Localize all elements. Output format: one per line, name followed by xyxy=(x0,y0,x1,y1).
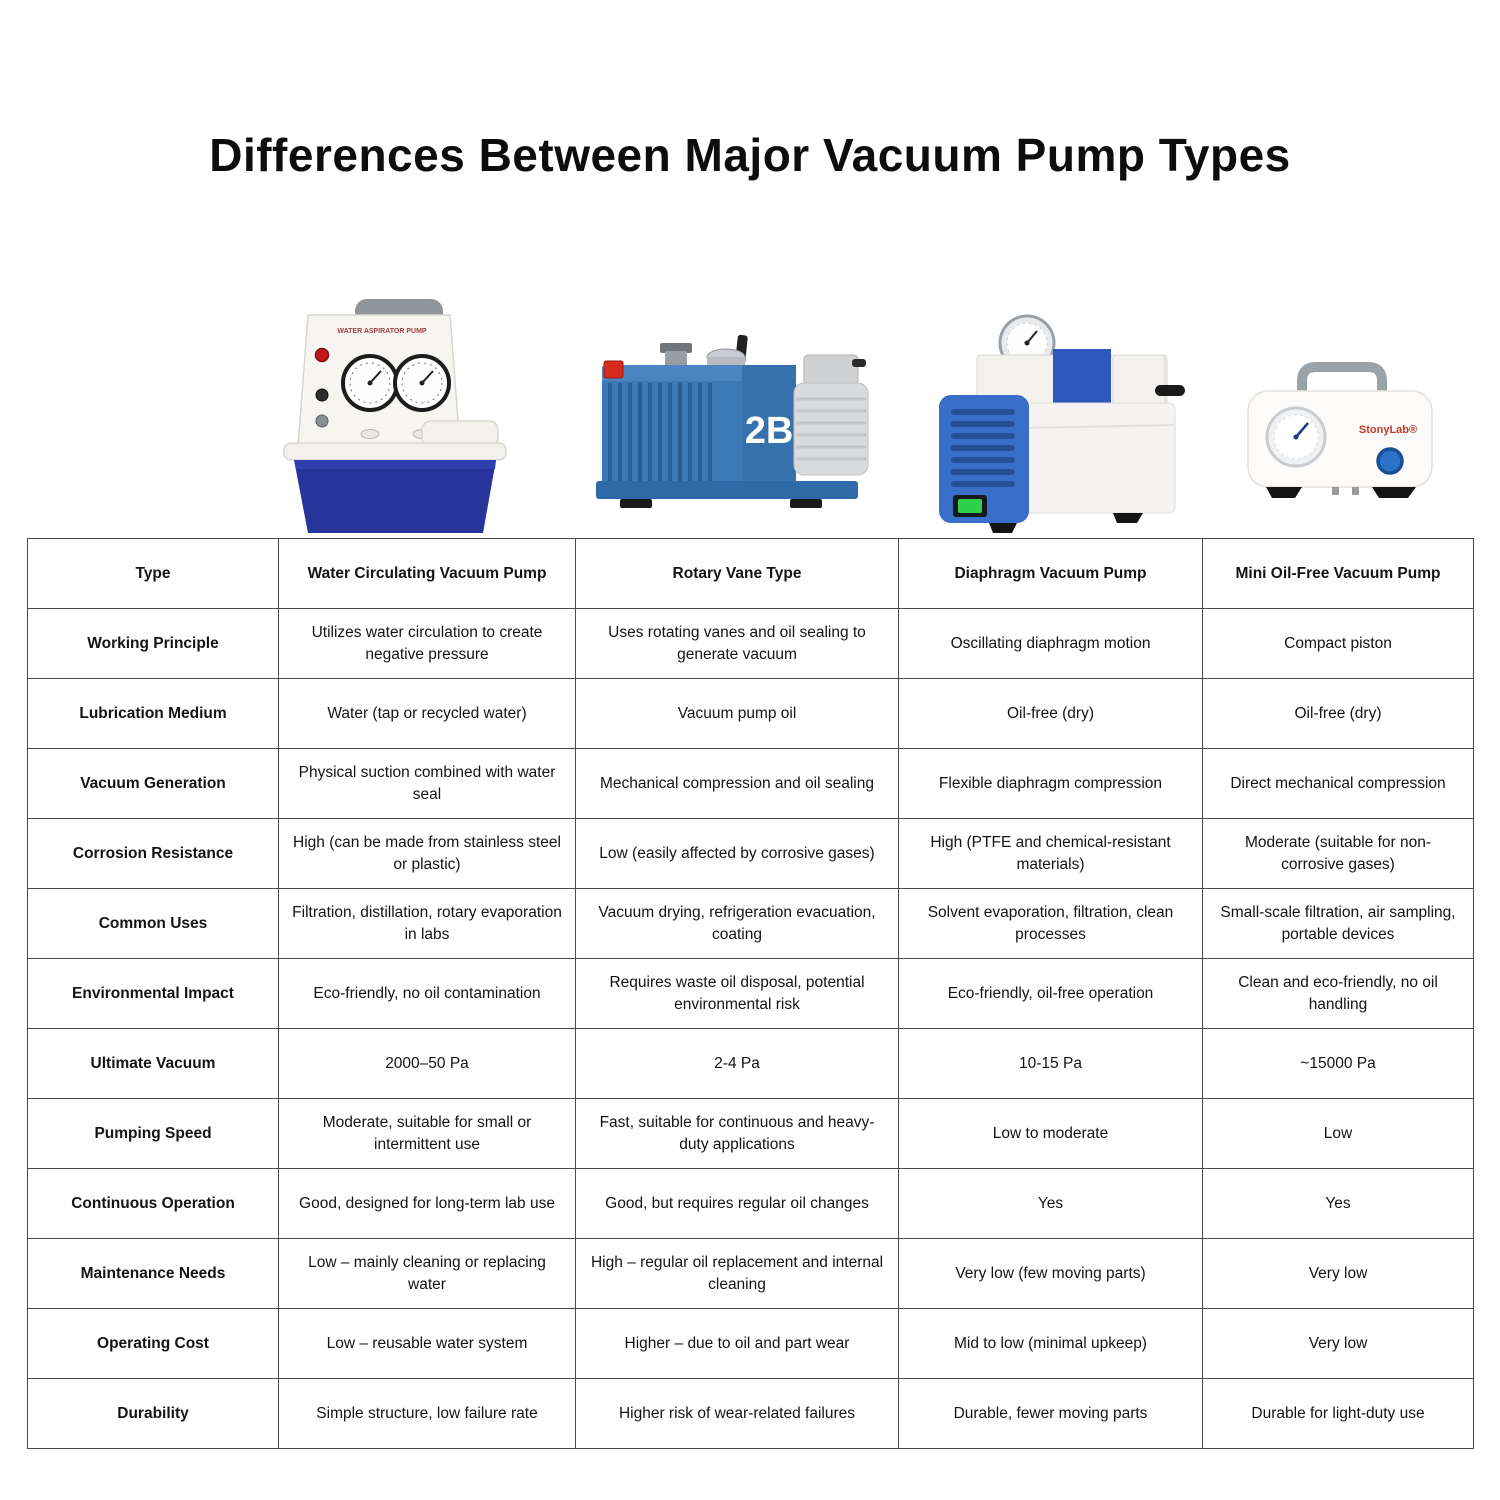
table-cell: Very low xyxy=(1203,1239,1474,1309)
table-cell: Water (tap or recycled water) xyxy=(279,679,576,749)
table-row xyxy=(28,819,1474,889)
left-gauge xyxy=(343,356,397,410)
row-label: Durability xyxy=(28,1379,279,1449)
foot xyxy=(1113,513,1143,523)
base-plate xyxy=(596,481,858,499)
table-row xyxy=(28,1309,1474,1379)
table-cell: Physical suction combined with water seal xyxy=(279,749,576,819)
tank-rim xyxy=(284,443,506,460)
table-cell: Very low (few moving parts) xyxy=(899,1239,1203,1309)
table-cell: ~15000 Pa xyxy=(1203,1029,1474,1099)
foot xyxy=(620,499,652,508)
panel-switch xyxy=(361,430,379,439)
table-cell: Low to moderate xyxy=(899,1099,1203,1169)
table-cell: High (PTFE and chemical-resistant materials) xyxy=(899,819,1203,889)
table-cell: Durable for light-duty use xyxy=(1203,1379,1474,1449)
drain-nub xyxy=(1352,487,1359,495)
product-image-row xyxy=(250,290,1450,535)
table-cell: 10-15 Pa xyxy=(899,1029,1203,1099)
table-cell: Small-scale filtration, air sampling, portable devices xyxy=(1203,889,1474,959)
row-label: Lubrication Medium xyxy=(28,679,279,749)
table-cell: Higher – due to oil and part wear xyxy=(576,1309,899,1379)
column-header: Rotary Vane Type xyxy=(576,539,899,609)
water-circulating-pump-image xyxy=(250,293,535,535)
table-cell: Utilizes water circulation to create negative pressure xyxy=(279,609,576,679)
foot xyxy=(1266,487,1302,498)
tank-highlight xyxy=(294,460,496,469)
row-label: Continuous Operation xyxy=(28,1169,279,1239)
table-cell: Very low xyxy=(1203,1309,1474,1379)
table-cell: Clean and eco-friendly, no oil handling xyxy=(1203,959,1474,1029)
table-cell: 2000–50 Pa xyxy=(279,1029,576,1099)
table-cell: Good, designed for long-term lab use xyxy=(279,1169,576,1239)
head-right-block xyxy=(1113,355,1165,407)
table-cell: Durable, fewer moving parts xyxy=(899,1379,1203,1449)
water-tank xyxy=(294,460,496,533)
table-cell: Simple structure, low failure rate xyxy=(279,1379,576,1449)
blue-button xyxy=(1378,449,1402,473)
table-cell: Moderate, suitable for small or intermittent use xyxy=(279,1099,576,1169)
table-cell: 2-4 Pa xyxy=(576,1029,899,1099)
right-port-knob xyxy=(1155,385,1185,396)
table-cell: Mid to low (minimal upkeep) xyxy=(899,1309,1203,1379)
red-switch xyxy=(604,361,623,378)
table-cell: High – regular oil replacement and internal cleaning xyxy=(576,1239,899,1309)
row-label: Environmental Impact xyxy=(28,959,279,1029)
table-row xyxy=(28,889,1474,959)
table-cell: Oil-free (dry) xyxy=(899,679,1203,749)
row-label: Corrosion Resistance xyxy=(28,819,279,889)
row-label: Working Principle xyxy=(28,609,279,679)
row-label: Operating Cost xyxy=(28,1309,279,1379)
vacuum-gauge xyxy=(1267,408,1325,466)
red-indicator-light xyxy=(316,349,329,362)
table-cell: Filtration, distillation, rotary evaporation in labs xyxy=(279,889,576,959)
table-row xyxy=(28,609,1474,679)
row-label: Maintenance Needs xyxy=(28,1239,279,1309)
cable-gland xyxy=(852,359,866,367)
table-cell: Low – reusable water system xyxy=(279,1309,576,1379)
green-power-switch xyxy=(958,499,982,513)
table-cell: Requires waste oil disposal, potential environmental risk xyxy=(576,959,899,1029)
table-row xyxy=(28,1379,1474,1449)
table-cell: Mechanical compression and oil sealing xyxy=(576,749,899,819)
table-cell: Good, but requires regular oil changes xyxy=(576,1169,899,1239)
row-label: Vacuum Generation xyxy=(28,749,279,819)
table-row xyxy=(28,1169,1474,1239)
table-cell: Low – mainly cleaning or replacing water xyxy=(279,1239,576,1309)
table-cell: Solvent evaporation, filtration, clean processes xyxy=(899,889,1203,959)
table-cell: Uses rotating vanes and oil sealing to generate vacuum xyxy=(576,609,899,679)
panel-knob xyxy=(316,389,328,401)
table-cell: Low (easily affected by corrosive gases) xyxy=(576,819,899,889)
table-cell: Direct mechanical compression xyxy=(1203,749,1474,819)
table-cell: Low xyxy=(1203,1099,1474,1169)
column-header: Mini Oil-Free Vacuum Pump xyxy=(1203,539,1474,609)
table-cell: Fast, suitable for continuous and heavy-duty applications xyxy=(576,1099,899,1169)
row-label: Common Uses xyxy=(28,889,279,959)
table-header-row xyxy=(28,539,1474,609)
table-cell: Oil-free (dry) xyxy=(1203,679,1474,749)
table-row xyxy=(28,679,1474,749)
table-cell: Eco-friendly, oil-free operation xyxy=(899,959,1203,1029)
foot xyxy=(1372,487,1416,498)
panel-knob xyxy=(316,415,328,427)
table-cell: Oscillating diaphragm motion xyxy=(899,609,1203,679)
model-badge: 2B xyxy=(744,410,794,452)
diaphragm-pump-image xyxy=(917,307,1189,535)
table-cell: Yes xyxy=(899,1169,1203,1239)
motor xyxy=(794,383,868,475)
page-title: Differences Between Major Vacuum Pump Types xyxy=(209,129,1291,181)
rotary-vane-pump-image xyxy=(576,319,876,515)
drain-nub xyxy=(1332,487,1339,495)
terminal-box xyxy=(804,355,858,387)
comparison-table xyxy=(27,538,1474,1449)
table-row xyxy=(28,1029,1474,1099)
table-row xyxy=(28,959,1474,1029)
table-row xyxy=(28,1099,1474,1169)
row-label: Ultimate Vacuum xyxy=(28,1029,279,1099)
table-cell: Eco-friendly, no oil contamination xyxy=(279,959,576,1029)
table-row xyxy=(28,749,1474,819)
mini-oil-free-pump-image xyxy=(1230,349,1450,501)
pump-top xyxy=(602,365,748,383)
foot xyxy=(989,523,1017,533)
table-cell: Vacuum drying, refrigeration evacuation, coating xyxy=(576,889,899,959)
brand-label: StonyLab® xyxy=(1358,424,1418,436)
table-cell: Moderate (suitable for non-corrosive gases) xyxy=(1203,819,1474,889)
right-gauge xyxy=(395,356,449,410)
table-cell: High (can be made from stainless steel or plastic) xyxy=(279,819,576,889)
table-cell: Flexible diaphragm compression xyxy=(899,749,1203,819)
column-header: Diaphragm Vacuum Pump xyxy=(899,539,1203,609)
row-label: Pumping Speed xyxy=(28,1099,279,1169)
column-header-type: Type xyxy=(28,539,279,609)
table-cell: Vacuum pump oil xyxy=(576,679,899,749)
table-cell: Higher risk of wear-related failures xyxy=(576,1379,899,1449)
table-row xyxy=(28,1239,1474,1309)
panel-label: WATER ASPIRATOR PUMP xyxy=(337,328,427,335)
table-cell: Compact piston xyxy=(1203,609,1474,679)
foot xyxy=(790,499,822,508)
table-cell: Yes xyxy=(1203,1169,1474,1239)
column-header: Water Circulating Vacuum Pump xyxy=(279,539,576,609)
